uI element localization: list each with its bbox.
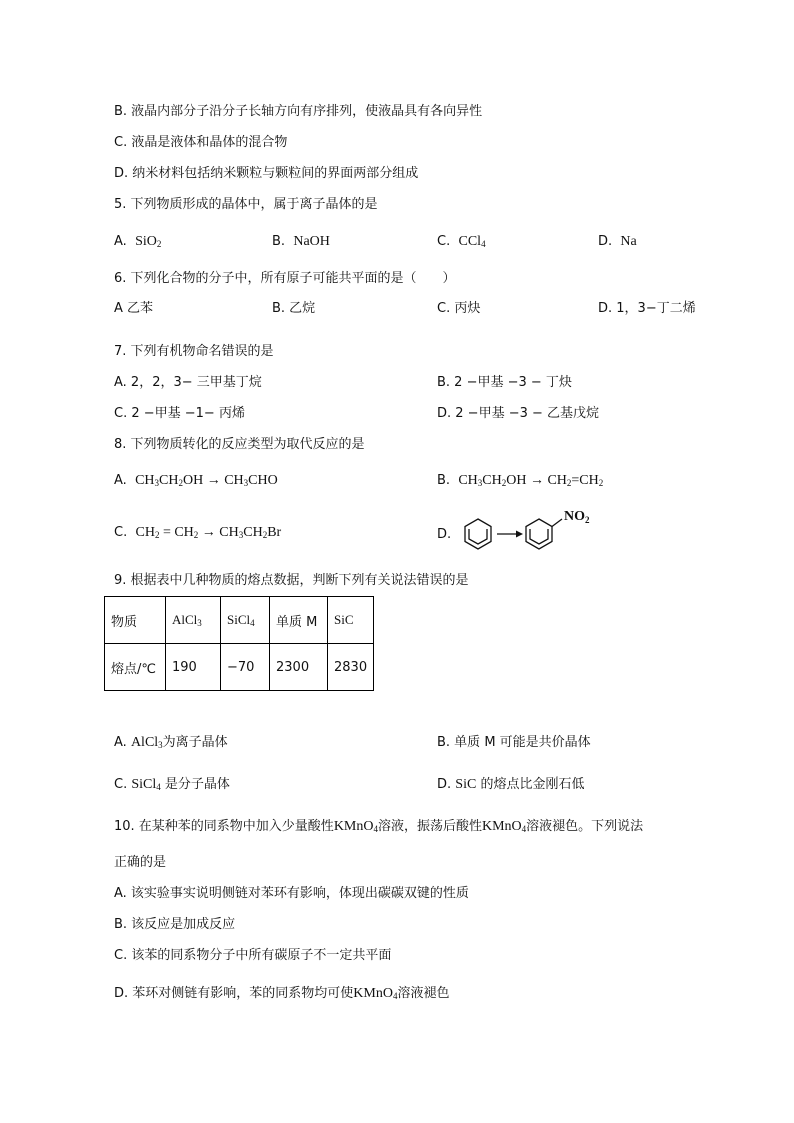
- q7-option-d: D. 2 −甲基 −3 − 乙基戊烷: [437, 406, 600, 421]
- table-cell: 物质: [105, 597, 166, 644]
- q8-stem: 8. 下列物质转化的反应类型为取代反应的是: [114, 437, 365, 452]
- q9-c-label: C.: [114, 777, 128, 792]
- q7-option-b: B. 2 −甲基 −3 − 丁炔: [437, 375, 572, 390]
- q8-a-label: A.: [114, 473, 127, 488]
- q7-stem: 7. 下列有机物命名错误的是: [114, 344, 274, 359]
- q10-option-d: D. 苯环对侧链有影响，苯的同系物均可使KMnO$_4$溶液褪色: [114, 986, 450, 1001]
- q5-b-formula: NaOH: [293, 234, 330, 249]
- q6-option-c: C. 丙炔: [437, 301, 481, 316]
- q5-c-label: C.: [437, 234, 451, 249]
- table-cell: 190: [166, 644, 221, 691]
- q8-c-label: C.: [114, 525, 128, 540]
- table-cell: AlCl$_3$: [166, 597, 221, 644]
- q5-d-formula: Na: [620, 234, 637, 249]
- table-row: [105, 644, 374, 691]
- q9-a-label: A.: [114, 735, 127, 750]
- q4-option-c: C. 液晶是液体和晶体的混合物: [114, 135, 288, 150]
- q5-d-label: D.: [598, 234, 613, 249]
- q9-d-label: D.: [437, 777, 452, 792]
- melting-point-table: [104, 596, 374, 691]
- q8-option-c: [114, 524, 281, 542]
- q5-a-formula: SiO$_2$: [135, 234, 162, 249]
- q5-option-a: [114, 233, 161, 251]
- q4-option-b: B. 液晶内部分子沿分子长轴方向有序排列，使液晶具有各向异性: [114, 104, 483, 119]
- q7-option-c: C. 2 −甲基 −1− 丙烯: [114, 406, 245, 421]
- q9-option-d: D. SiC 的熔点比金刚石低: [437, 777, 585, 792]
- q6-option-b: B. 乙烷: [272, 301, 316, 316]
- q9-option-c: C. SiCl$_4$ 是分子晶体: [114, 777, 230, 792]
- q5-stem: 5. 下列物质形成的晶体中，属于离子晶体的是: [114, 197, 378, 212]
- q9-option-b: B. 单质 M 可能是共价晶体: [437, 735, 591, 750]
- q8-option-b: [437, 472, 603, 490]
- q5-option-b: [272, 233, 330, 251]
- q8-c-equation: $CH_2 = CH_2 \to CH_3CH_2Br$: [135, 525, 282, 540]
- q5-c-formula: CCl$_4$: [458, 234, 486, 249]
- benzene-inner-bonds: [469, 529, 487, 544]
- q5-option-c: [437, 233, 486, 251]
- reaction-arrow-head: [516, 531, 523, 538]
- table-header-row: [105, 597, 374, 644]
- q5-option-d: [598, 233, 637, 251]
- q4-option-d: D. 纳米材料包括纳米颗粒与颗粒间的界面两部分组成: [114, 166, 419, 181]
- q6-stem: 6. 下列化合物的分子中，所有原子可能共平面的是（ ）: [114, 271, 456, 286]
- q10-option-c: C. 该苯的同系物分子中所有碳原子不一定共平面: [114, 948, 392, 963]
- q8-option-a: [114, 472, 278, 490]
- table-cell: 熔点/℃: [105, 644, 166, 691]
- q9-stem: 9. 根据表中几种物质的熔点数据，判断下列有关说法错误的是: [114, 573, 469, 588]
- q8-a-equation: $CH_3CH_2OH \to CH_3CHO$: [135, 473, 278, 488]
- q6-option-d: D. 1，3−丁二烯: [598, 301, 696, 316]
- table-cell: SiC: [328, 597, 374, 644]
- q10-option-b: B. 该反应是加成反应: [114, 917, 236, 932]
- table-cell: −70: [221, 644, 270, 691]
- q10-stem-line1: 10. 在某种苯的同系物中加入少量酸性KMnO$_4$溶液，振荡后酸性KMnO$_4$溶液褪色。下列说法: [114, 819, 644, 834]
- nitro-group-label: $NO_2$: [564, 509, 590, 525]
- table-cell: 单质 M: [270, 597, 328, 644]
- table-cell: 2300: [270, 644, 328, 691]
- q10-stem-line2: 正确的是: [114, 855, 167, 870]
- q9-option-a: A. AlCl$_3$为离子晶体: [114, 735, 228, 750]
- q8-option-d-label: D.: [437, 527, 452, 542]
- q7-option-a: A. 2，2，3− 三甲基丁烷: [114, 375, 262, 390]
- benzene-to-nitrobenzene-diagram: [463, 506, 613, 560]
- nitro-bond: [552, 519, 562, 527]
- q8-b-equation: $CH_3CH_2OH \to CH_2=CH_2$: [458, 473, 604, 488]
- q6-option-a: A 乙苯: [114, 301, 154, 316]
- nitrobenzene-inner-bonds: [530, 529, 548, 544]
- q5-a-label: A.: [114, 234, 127, 249]
- q10-option-a: A. 该实验事实说明侧链对苯环有影响，体现出碳碳双键的性质: [114, 886, 469, 901]
- q5-b-label: B.: [272, 234, 286, 249]
- q8-b-label: B.: [437, 473, 451, 488]
- table-cell: SiCl$_4$: [221, 597, 270, 644]
- table-cell: 2830: [328, 644, 374, 691]
